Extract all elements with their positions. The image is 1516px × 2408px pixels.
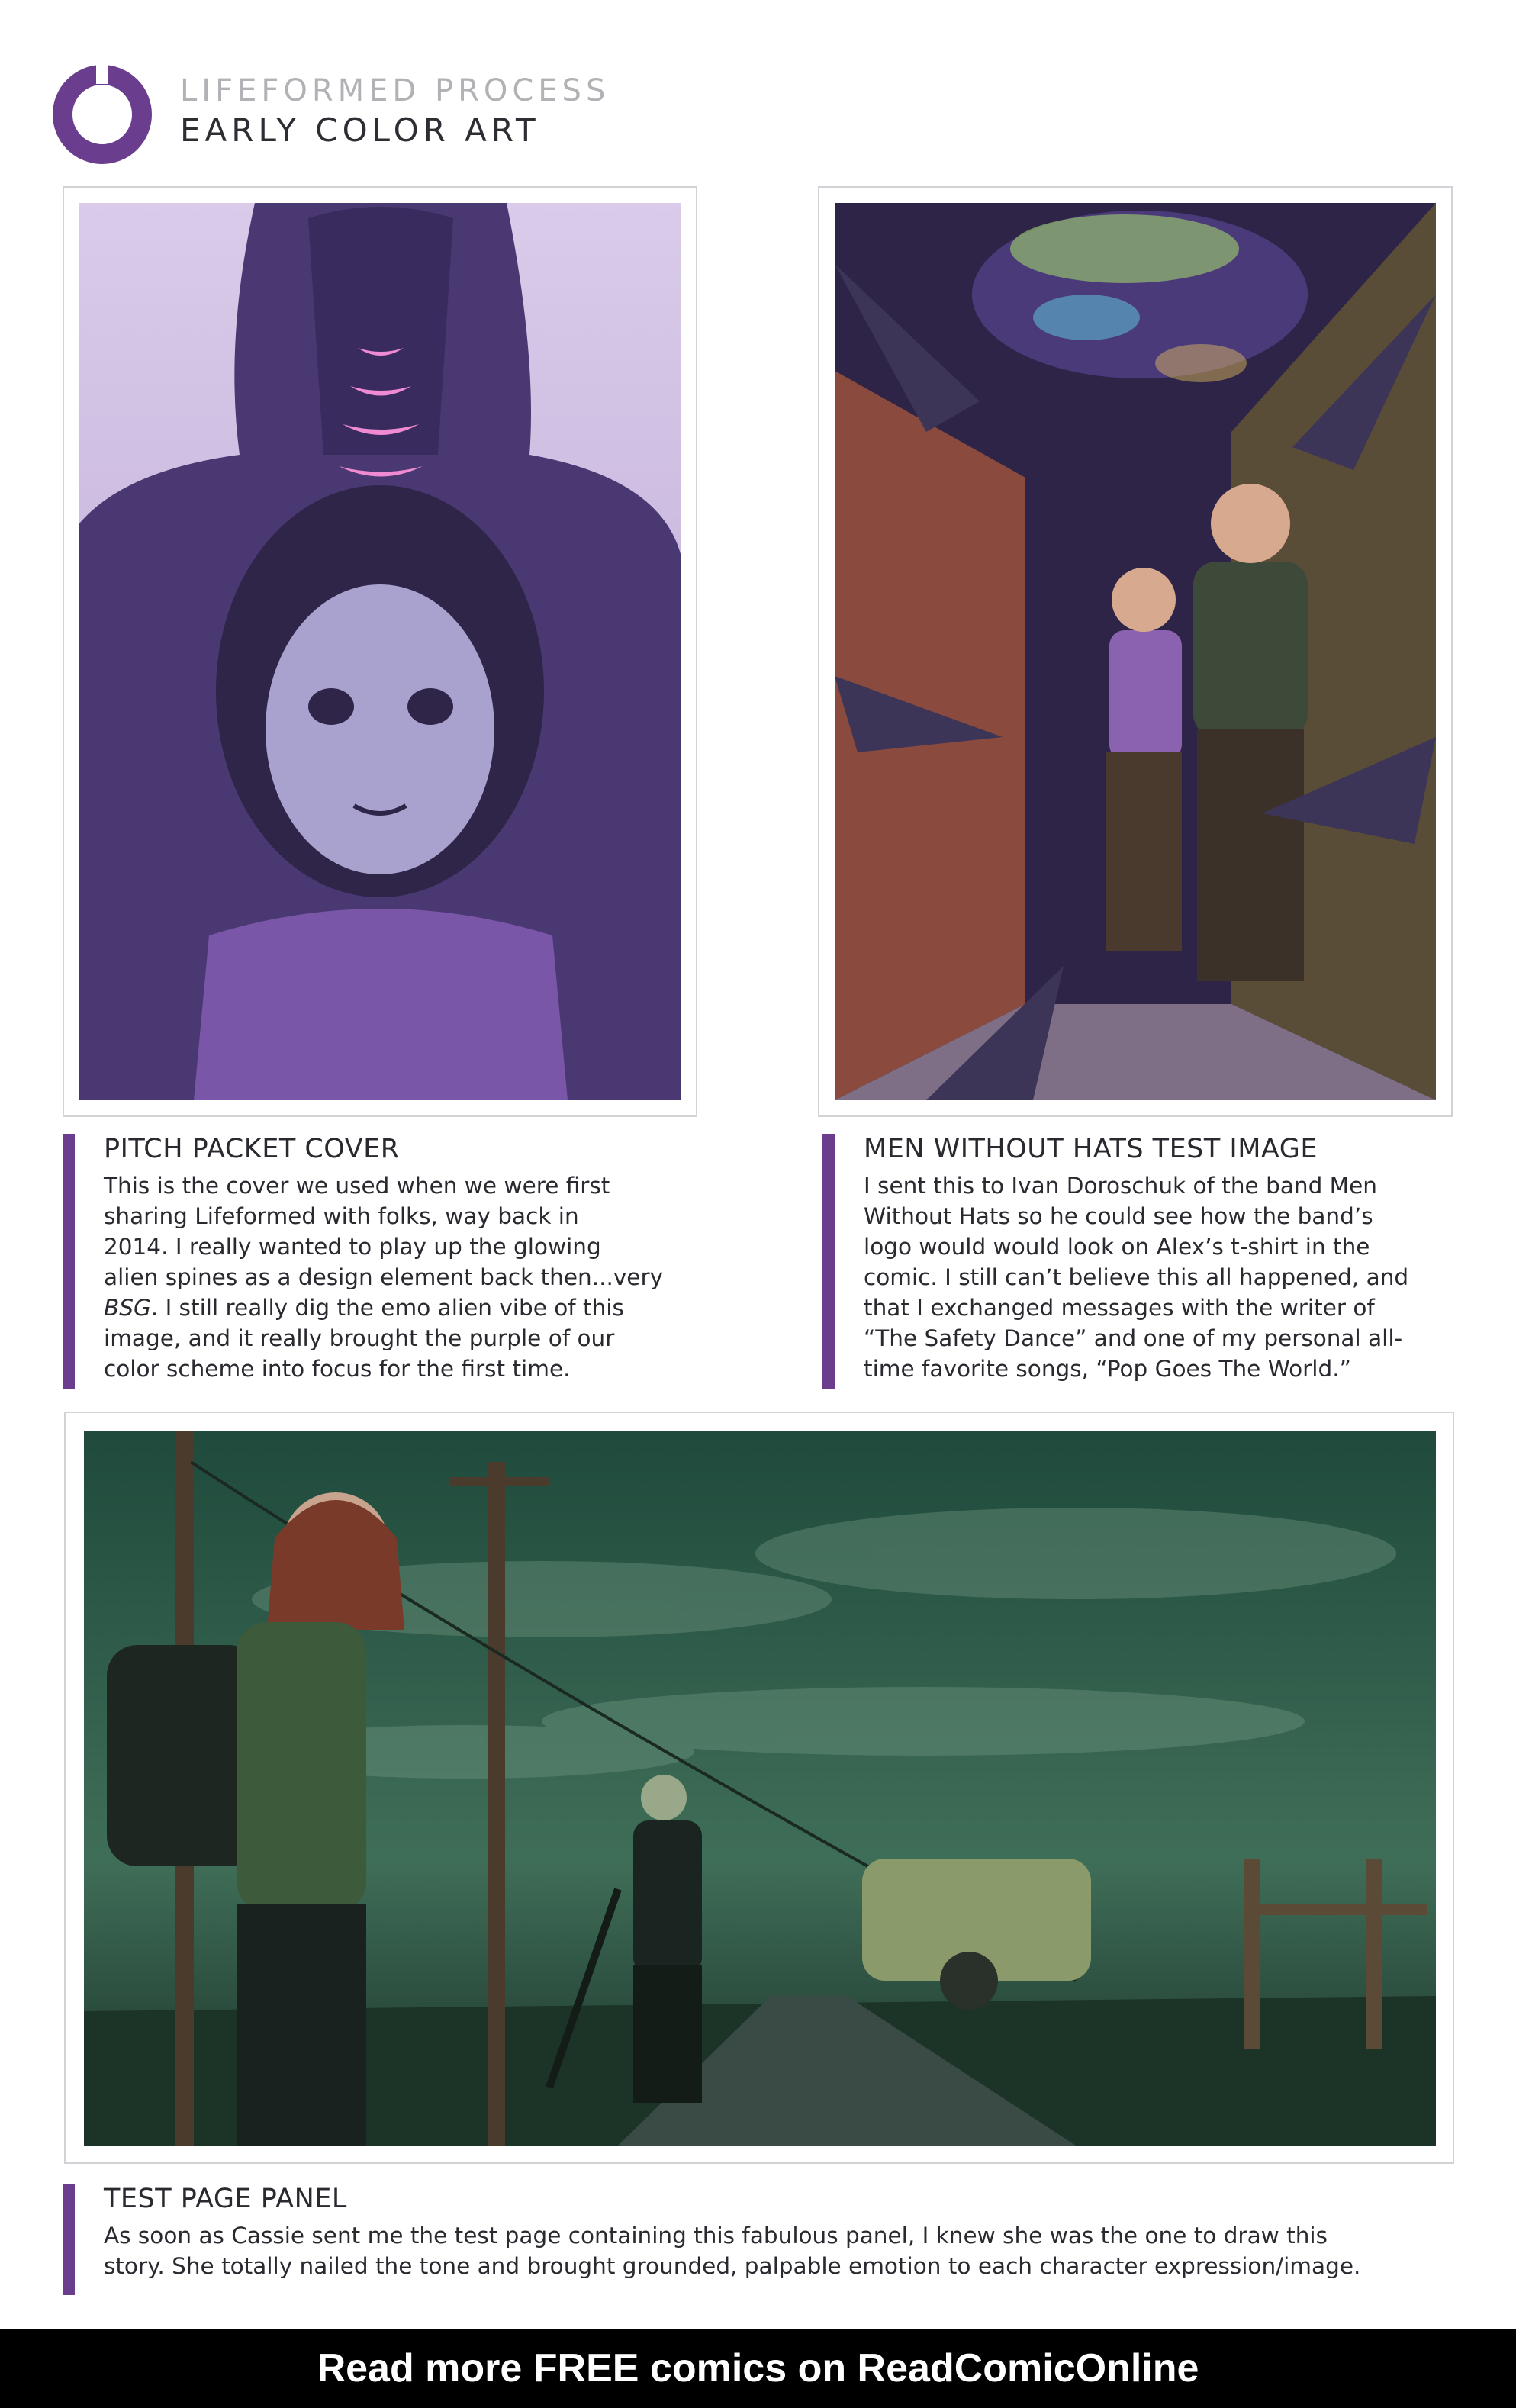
test-page-panel-frame: [64, 1412, 1454, 2164]
men-without-hats-heading: MEN WITHOUT HATS TEST IMAGE: [864, 1134, 1318, 1164]
pitch-packet-caption: [63, 1134, 719, 1389]
men-without-hats-image: [835, 203, 1436, 1100]
pitch-packet-text: This is the cover we used when we were first sharing Lifeformed with folks, way back in 2014. I really wanted to play up the glowing alien spines as a design element back then...very BSG. I still really dig the emo alien vibe of this image, and it really brought the purple of our color scheme into focus for the first time.: [104, 1173, 664, 1382]
pitch-packet-cover-image: [79, 203, 681, 1100]
test-page-panel-caption: [63, 2184, 1459, 2295]
test-page-panel-text: As soon as Cassie sent me the test page containing this fabulous panel, I knew she was the one to draw this story. She totally nailed the tone and brought grounded, palpable emotion to each character expression/image.: [104, 2223, 1361, 2279]
page-title: EARLY COLOR ART: [180, 111, 540, 149]
pitch-packet-cover-frame: [63, 186, 697, 1117]
pitch-packet-heading: PITCH PACKET COVER: [104, 1134, 400, 1164]
caption-accent-bar: [63, 1134, 75, 1389]
footer-link-text[interactable]: Read more FREE comics on ReadComicOnline: [317, 2346, 1199, 2390]
test-page-panel-heading: TEST PAGE PANEL: [104, 2184, 347, 2214]
caption-accent-bar: [63, 2184, 75, 2295]
footer-banner[interactable]: [0, 2329, 1516, 2408]
men-without-hats-text: I sent this to Ivan Doroschuk of the band Men Without Hats so he could see how the band’s logo would would look on Alex’s t-shirt in the comic. I still can’t believe this all happened, and that I exchanged messages with the writer of “The Safety Dance” and one of my personal all- time favorite songs, “Pop Goes The World.”: [864, 1173, 1409, 1382]
men-without-hats-frame: [818, 186, 1453, 1117]
section-kicker: LIFEFORMED PROCESS: [180, 73, 610, 108]
caption-accent-bar: [822, 1134, 835, 1389]
men-without-hats-caption: [822, 1134, 1479, 1389]
lifeformed-logo-icon: [50, 61, 154, 165]
test-page-panel-image: [84, 1431, 1436, 2146]
